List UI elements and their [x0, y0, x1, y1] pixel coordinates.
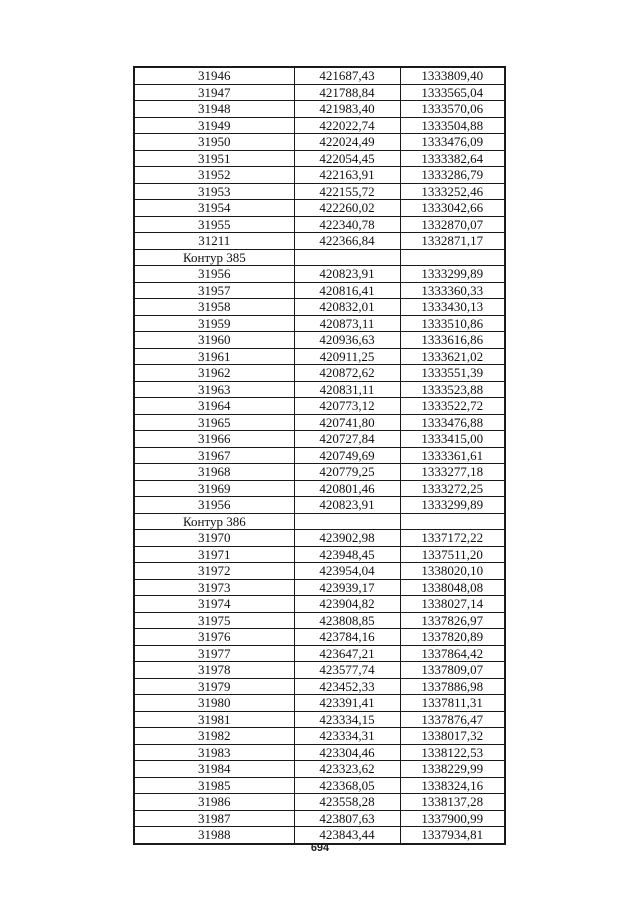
y-coordinate-cell: 1333299,89 — [400, 266, 505, 283]
page-number: 694 — [310, 842, 330, 854]
y-coordinate-cell: 1333361,61 — [400, 447, 505, 464]
x-coordinate-cell: 420749,69 — [294, 447, 400, 464]
table-row — [134, 497, 505, 514]
point-number-cell: 31985 — [134, 777, 294, 794]
table-row — [134, 464, 505, 481]
point-number-cell: 31970 — [134, 530, 294, 547]
point-number-cell: 31966 — [134, 431, 294, 448]
point-number-cell: 31956 — [134, 497, 294, 514]
y-coordinate-cell: 1333277,18 — [400, 464, 505, 481]
table-row — [134, 678, 505, 695]
point-number-cell: 31960 — [134, 332, 294, 349]
y-coordinate-cell: 1333252,46 — [400, 183, 505, 200]
table-row — [134, 579, 505, 596]
x-coordinate-cell: 423323,62 — [294, 761, 400, 778]
point-number-cell: 31969 — [134, 480, 294, 497]
point-number-cell: 31977 — [134, 645, 294, 662]
y-coordinate-cell: 1337934,81 — [400, 827, 505, 844]
table-row — [134, 233, 505, 250]
x-coordinate-cell: 422260,02 — [294, 200, 400, 217]
point-number-cell: 31981 — [134, 711, 294, 728]
point-number-cell: 31978 — [134, 662, 294, 679]
y-coordinate-cell: 1337511,20 — [400, 546, 505, 563]
point-number-cell: 31959 — [134, 315, 294, 332]
table-row — [134, 662, 505, 679]
y-coordinate-cell: 1333809,40 — [400, 67, 505, 84]
coordinates-table-body — [134, 67, 505, 844]
x-coordinate-cell: 420831,11 — [294, 381, 400, 398]
x-coordinate-cell: 420823,91 — [294, 497, 400, 514]
x-coordinate-cell: 421788,84 — [294, 84, 400, 101]
point-number-cell: 31950 — [134, 134, 294, 151]
coordinates-table — [133, 66, 506, 845]
point-number-cell: 31979 — [134, 678, 294, 695]
x-coordinate-cell: 422340,78 — [294, 216, 400, 233]
y-coordinate-cell: 1337811,31 — [400, 695, 505, 712]
point-number-cell: 31956 — [134, 266, 294, 283]
table-row — [134, 761, 505, 778]
y-coordinate-cell: 1333504,88 — [400, 117, 505, 134]
table-row — [134, 414, 505, 431]
point-number-cell: 31948 — [134, 101, 294, 118]
table-row — [134, 827, 505, 844]
y-coordinate-cell: 1338027,14 — [400, 596, 505, 613]
x-coordinate-cell: 423843,44 — [294, 827, 400, 844]
table-row — [134, 810, 505, 827]
point-number-cell: 31211 — [134, 233, 294, 250]
table-row — [134, 381, 505, 398]
point-number-cell: 31975 — [134, 612, 294, 629]
table-row — [134, 645, 505, 662]
point-number-cell: 31958 — [134, 299, 294, 316]
point-number-cell: 31955 — [134, 216, 294, 233]
x-coordinate-cell: 423391,41 — [294, 695, 400, 712]
point-number-cell: 31962 — [134, 365, 294, 382]
x-coordinate-cell: 423647,21 — [294, 645, 400, 662]
x-coordinate-cell: 423558,28 — [294, 794, 400, 811]
y-coordinate-cell: 1333523,88 — [400, 381, 505, 398]
table-row — [134, 101, 505, 118]
table-row — [134, 530, 505, 547]
point-number-cell: 31967 — [134, 447, 294, 464]
x-coordinate-cell: 420741,80 — [294, 414, 400, 431]
x-coordinate-cell: 422163,91 — [294, 167, 400, 184]
x-coordinate-cell: 420832,01 — [294, 299, 400, 316]
y-coordinate-cell: 1337886,98 — [400, 678, 505, 695]
point-number-cell: 31957 — [134, 282, 294, 299]
x-coordinate-cell: 423939,17 — [294, 579, 400, 596]
contour-header-row — [134, 249, 505, 266]
y-coordinate-cell: 1333272,25 — [400, 480, 505, 497]
y-coordinate-cell: 1338324,16 — [400, 777, 505, 794]
table-row — [134, 695, 505, 712]
y-coordinate-cell: 1333415,00 — [400, 431, 505, 448]
point-number-cell: 31973 — [134, 579, 294, 596]
y-coordinate-cell: 1333299,89 — [400, 497, 505, 514]
table-row — [134, 744, 505, 761]
empty-cell — [400, 513, 505, 530]
point-number-cell: 31984 — [134, 761, 294, 778]
x-coordinate-cell: 422054,45 — [294, 150, 400, 167]
table-row — [134, 546, 505, 563]
table-row — [134, 315, 505, 332]
x-coordinate-cell: 423904,82 — [294, 596, 400, 613]
table-row — [134, 266, 505, 283]
point-number-cell: 31963 — [134, 381, 294, 398]
y-coordinate-cell: 1333476,88 — [400, 414, 505, 431]
y-coordinate-cell: 1333360,33 — [400, 282, 505, 299]
contour-label: Контур 385 — [134, 249, 294, 266]
empty-cell — [400, 249, 505, 266]
x-coordinate-cell: 423304,46 — [294, 744, 400, 761]
table-row — [134, 629, 505, 646]
x-coordinate-cell: 423368,05 — [294, 777, 400, 794]
y-coordinate-cell: 1338137,28 — [400, 794, 505, 811]
y-coordinate-cell: 1332871,17 — [400, 233, 505, 250]
x-coordinate-cell: 423334,31 — [294, 728, 400, 745]
x-coordinate-cell: 421983,40 — [294, 101, 400, 118]
table-row — [134, 596, 505, 613]
table-row — [134, 365, 505, 382]
y-coordinate-cell: 1333522,72 — [400, 398, 505, 415]
x-coordinate-cell: 420816,41 — [294, 282, 400, 299]
table-row — [134, 728, 505, 745]
table-row — [134, 117, 505, 134]
table-row — [134, 299, 505, 316]
y-coordinate-cell: 1333042,66 — [400, 200, 505, 217]
x-coordinate-cell: 420779,25 — [294, 464, 400, 481]
x-coordinate-cell: 423808,85 — [294, 612, 400, 629]
y-coordinate-cell: 1333621,02 — [400, 348, 505, 365]
y-coordinate-cell: 1338229,99 — [400, 761, 505, 778]
y-coordinate-cell: 1338020,10 — [400, 563, 505, 580]
point-number-cell: 31982 — [134, 728, 294, 745]
table-row — [134, 447, 505, 464]
point-number-cell: 31953 — [134, 183, 294, 200]
x-coordinate-cell: 420936,63 — [294, 332, 400, 349]
contour-header-row — [134, 513, 505, 530]
x-coordinate-cell: 423452,33 — [294, 678, 400, 695]
table-row — [134, 794, 505, 811]
empty-cell — [294, 249, 400, 266]
table-row — [134, 282, 505, 299]
point-number-cell: 31988 — [134, 827, 294, 844]
table-row — [134, 612, 505, 629]
point-number-cell: 31976 — [134, 629, 294, 646]
y-coordinate-cell: 1333616,86 — [400, 332, 505, 349]
table-row — [134, 431, 505, 448]
point-number-cell: 31986 — [134, 794, 294, 811]
y-coordinate-cell: 1337826,97 — [400, 612, 505, 629]
x-coordinate-cell: 420801,46 — [294, 480, 400, 497]
table-row — [134, 216, 505, 233]
x-coordinate-cell: 420872,62 — [294, 365, 400, 382]
x-coordinate-cell: 420727,84 — [294, 431, 400, 448]
x-coordinate-cell: 423948,45 — [294, 546, 400, 563]
point-number-cell: 31972 — [134, 563, 294, 580]
y-coordinate-cell: 1337809,07 — [400, 662, 505, 679]
point-number-cell: 31947 — [134, 84, 294, 101]
table-row — [134, 563, 505, 580]
table-row — [134, 134, 505, 151]
x-coordinate-cell: 422022,74 — [294, 117, 400, 134]
x-coordinate-cell: 421687,43 — [294, 67, 400, 84]
table-row — [134, 67, 505, 84]
point-number-cell: 31987 — [134, 810, 294, 827]
table-row — [134, 398, 505, 415]
point-number-cell: 31965 — [134, 414, 294, 431]
y-coordinate-cell: 1333570,06 — [400, 101, 505, 118]
empty-cell — [294, 513, 400, 530]
x-coordinate-cell: 423334,15 — [294, 711, 400, 728]
y-coordinate-cell: 1332870,07 — [400, 216, 505, 233]
table-row — [134, 332, 505, 349]
point-number-cell: 31949 — [134, 117, 294, 134]
y-coordinate-cell: 1333565,04 — [400, 84, 505, 101]
point-number-cell: 31971 — [134, 546, 294, 563]
x-coordinate-cell: 423954,04 — [294, 563, 400, 580]
table-row — [134, 84, 505, 101]
x-coordinate-cell: 423902,98 — [294, 530, 400, 547]
table-row — [134, 480, 505, 497]
y-coordinate-cell: 1333476,09 — [400, 134, 505, 151]
y-coordinate-cell: 1333286,79 — [400, 167, 505, 184]
y-coordinate-cell: 1338048,08 — [400, 579, 505, 596]
y-coordinate-cell: 1333510,86 — [400, 315, 505, 332]
table-row — [134, 777, 505, 794]
x-coordinate-cell: 420873,11 — [294, 315, 400, 332]
x-coordinate-cell: 422366,84 — [294, 233, 400, 250]
point-number-cell: 31980 — [134, 695, 294, 712]
y-coordinate-cell: 1337172,22 — [400, 530, 505, 547]
table-row — [134, 183, 505, 200]
point-number-cell: 31954 — [134, 200, 294, 217]
point-number-cell: 31946 — [134, 67, 294, 84]
x-coordinate-cell: 423784,16 — [294, 629, 400, 646]
point-number-cell: 31968 — [134, 464, 294, 481]
y-coordinate-cell: 1337864,42 — [400, 645, 505, 662]
y-coordinate-cell: 1338122,53 — [400, 744, 505, 761]
y-coordinate-cell: 1333382,64 — [400, 150, 505, 167]
contour-label: Контур 386 — [134, 513, 294, 530]
table-row — [134, 348, 505, 365]
table-row — [134, 711, 505, 728]
y-coordinate-cell: 1333551,39 — [400, 365, 505, 382]
point-number-cell: 31952 — [134, 167, 294, 184]
table-row — [134, 150, 505, 167]
point-number-cell: 31983 — [134, 744, 294, 761]
point-number-cell: 31951 — [134, 150, 294, 167]
table-row — [134, 167, 505, 184]
point-number-cell: 31961 — [134, 348, 294, 365]
y-coordinate-cell: 1333430,13 — [400, 299, 505, 316]
y-coordinate-cell: 1337900,99 — [400, 810, 505, 827]
x-coordinate-cell: 420911,25 — [294, 348, 400, 365]
x-coordinate-cell: 422024,49 — [294, 134, 400, 151]
point-number-cell: 31964 — [134, 398, 294, 415]
x-coordinate-cell: 420773,12 — [294, 398, 400, 415]
point-number-cell: 31974 — [134, 596, 294, 613]
y-coordinate-cell: 1338017,32 — [400, 728, 505, 745]
x-coordinate-cell: 423807,63 — [294, 810, 400, 827]
x-coordinate-cell: 423577,74 — [294, 662, 400, 679]
x-coordinate-cell: 420823,91 — [294, 266, 400, 283]
table-row — [134, 200, 505, 217]
x-coordinate-cell: 422155,72 — [294, 183, 400, 200]
y-coordinate-cell: 1337876,47 — [400, 711, 505, 728]
y-coordinate-cell: 1337820,89 — [400, 629, 505, 646]
